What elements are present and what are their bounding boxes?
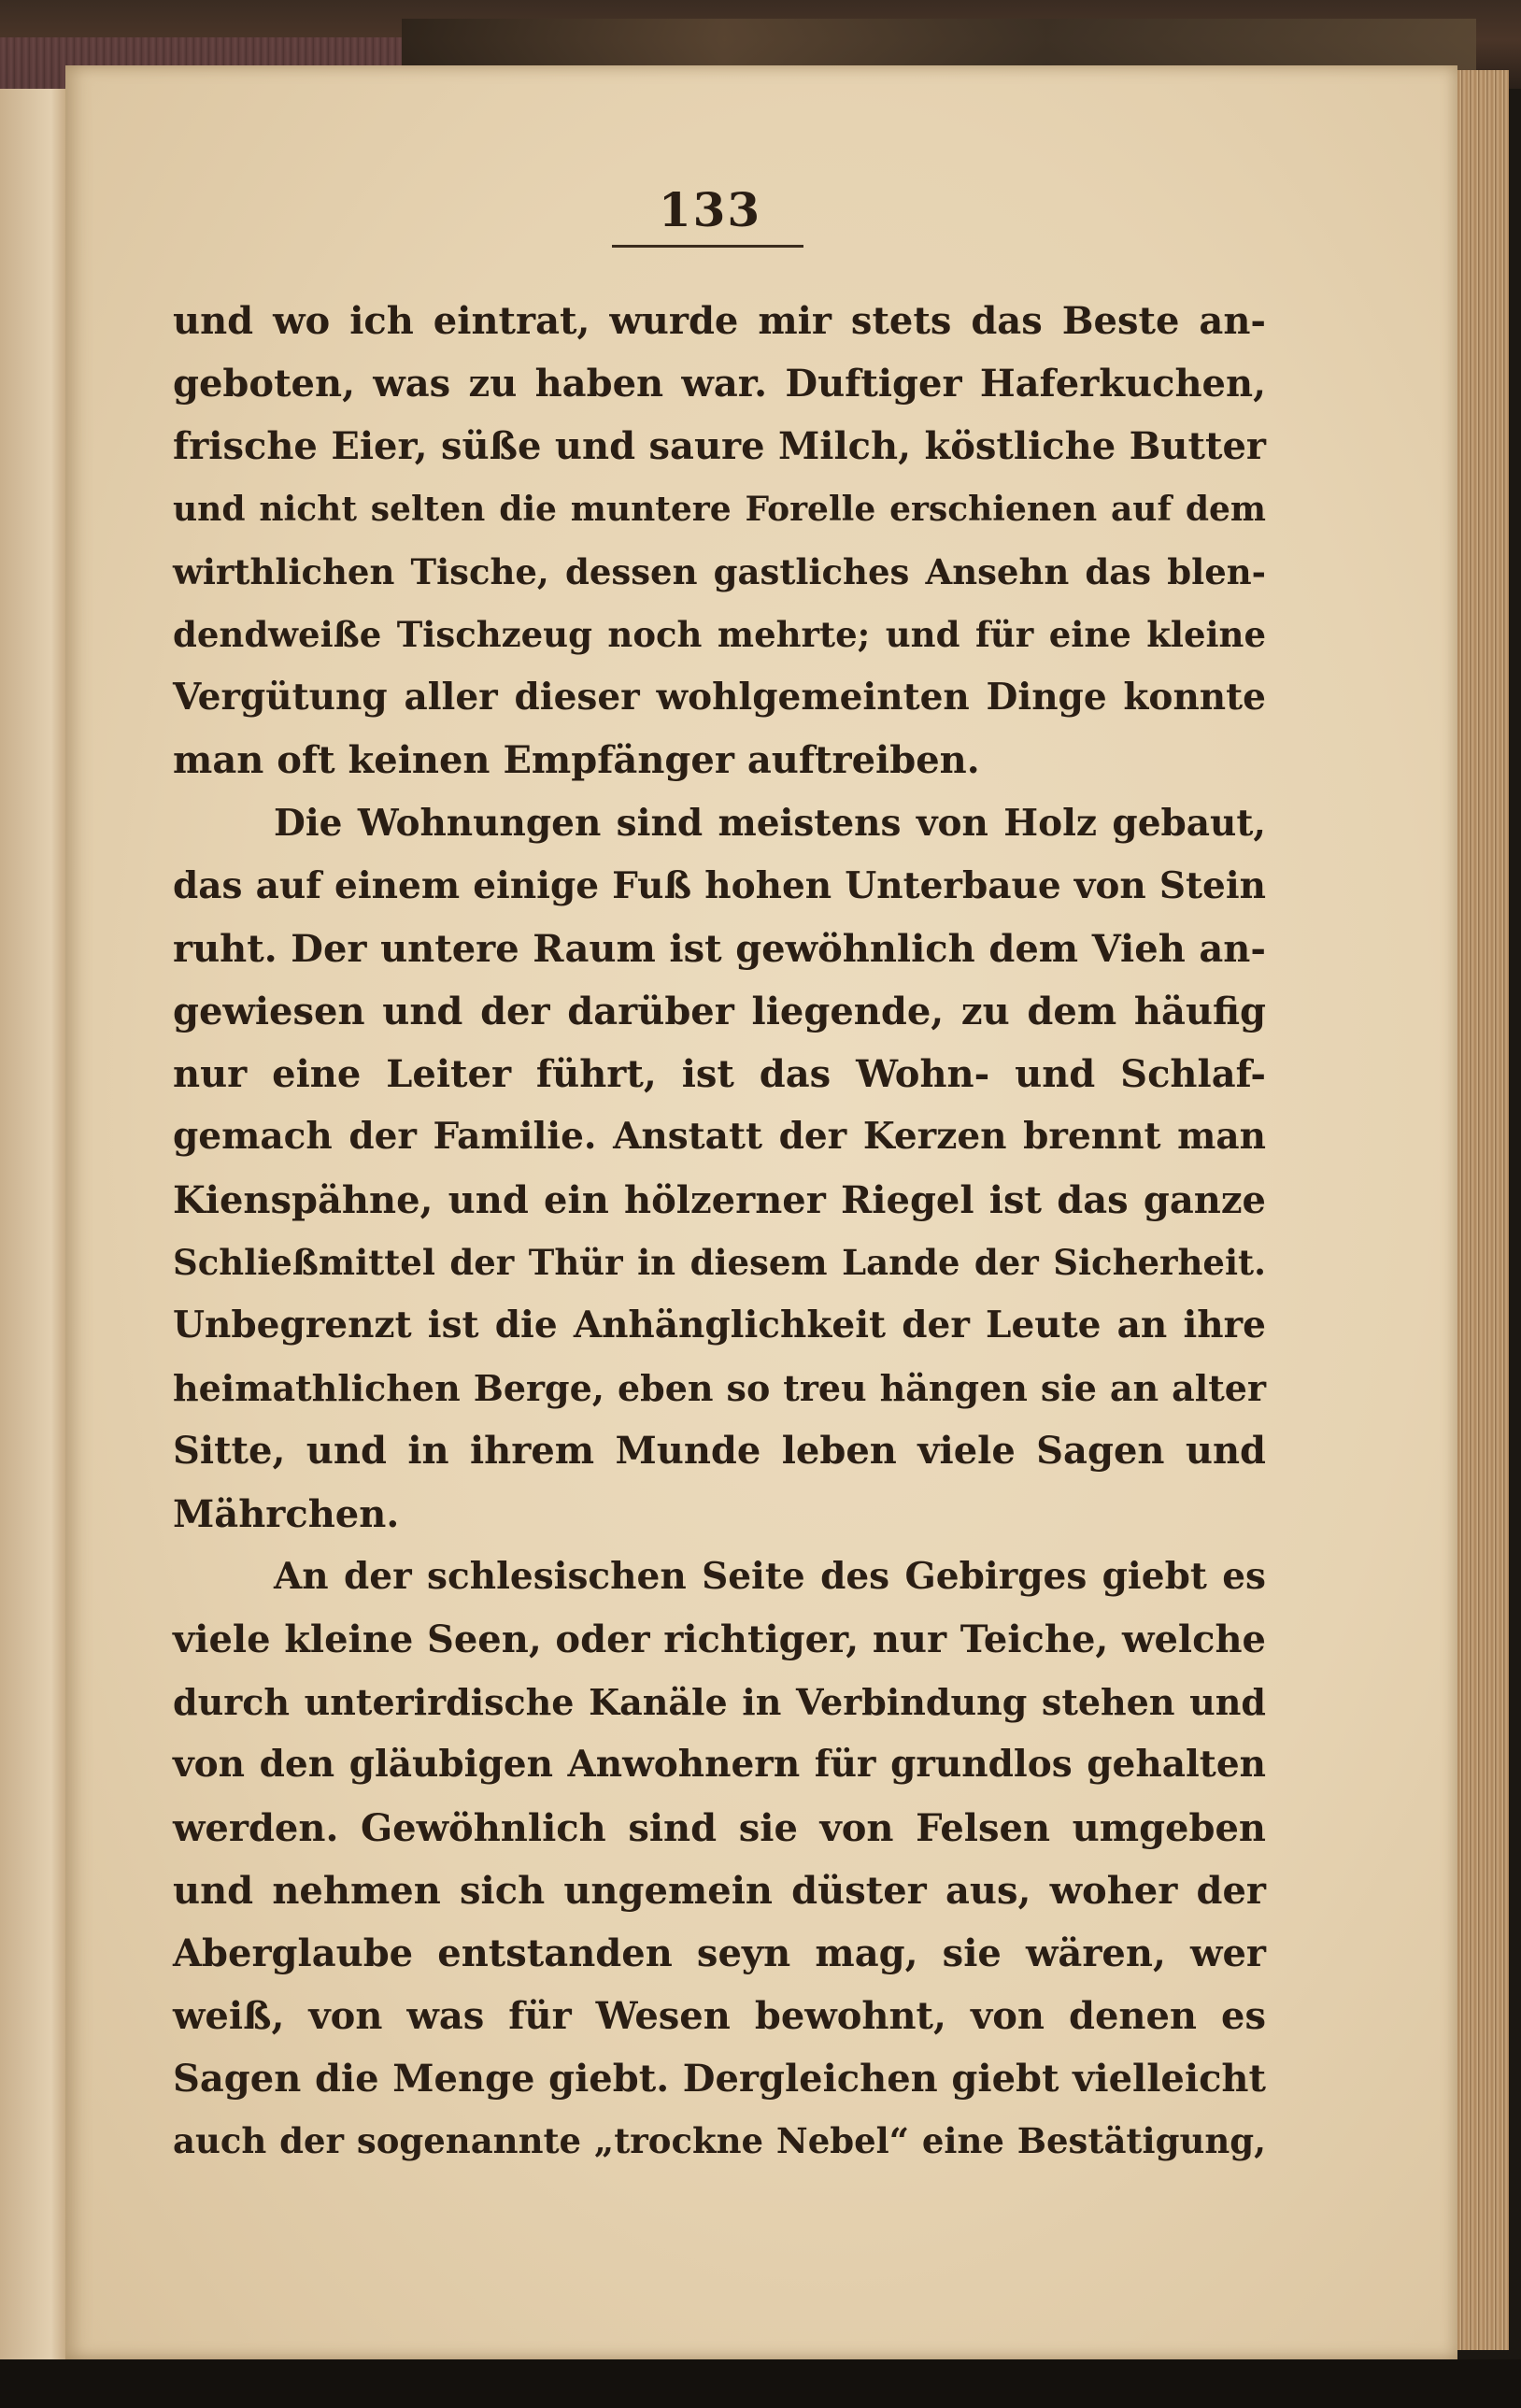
text-line: Kienspähne, und ein hölzerner Riegel ist das ganze xyxy=(173,1177,1266,1222)
text-line: von den gläubigen Anwohnern für grundlos gehalten xyxy=(173,1743,1266,1787)
header-rule xyxy=(612,245,803,248)
text-line: weiß, von was für Wesen bewohnt, von denen es xyxy=(173,1994,1266,2039)
text-line: Mährchen. xyxy=(173,1491,400,1536)
text-line: man oft keinen Empfänger auftreiben. xyxy=(173,738,980,783)
text-line: und nicht selten die muntere Forelle erschienen auf dem xyxy=(173,489,1266,529)
text-line: das auf einem einige Fuß hohen Unterbaue von Stein xyxy=(173,863,1266,907)
text-line: An der schlesischen Seite des Gebirges giebt es xyxy=(274,1554,1266,1598)
text-line: Aberglaube entstanden seyn mag, sie wären, wer xyxy=(173,1931,1266,1975)
text-line: wirthlichen Tische, dessen gastliches Ansehn das blen- xyxy=(173,550,1266,592)
text-line: gewiesen und der darüber liegende, zu dem häufig xyxy=(173,990,1266,1034)
text-line: dendweiße Tischzeug noch mehrte; und für eine kleine xyxy=(173,613,1266,655)
background-bottom xyxy=(0,2359,1521,2408)
text-line: werden. Gewöhnlich sind sie von Felsen umgeben xyxy=(173,1805,1266,1850)
text-line: Unbegrenzt ist die Anhänglichkeit der Leute an ihre xyxy=(173,1304,1266,1346)
text-line: Sitte, und in ihrem Munde leben viele Sagen und xyxy=(173,1429,1266,1474)
text-line: ruht. Der untere Raum ist gewöhnlich dem Vieh an- xyxy=(173,926,1266,971)
text-line: geboten, was zu haben war. Duftiger Haferkuchen, xyxy=(173,362,1266,406)
text-line: und nehmen sich ungemein düster aus, woher der xyxy=(173,1868,1266,1913)
page-number: 133 xyxy=(658,182,762,237)
text-line: viele kleine Seen, oder richtiger, nur Teiche, welche xyxy=(173,1617,1266,1661)
text-line: Schließmittel der Thür in diesem Lande der Sicherheit. xyxy=(173,1241,1266,1283)
text-line: auch der sogenannte „trockne Nebel“ eine Bestätigung, xyxy=(173,2120,1266,2162)
text-line: und wo ich eintrat, wurde mir stets das Beste an- xyxy=(173,299,1266,343)
text-line: durch unterirdische Kanäle in Verbindung stehen und xyxy=(173,1681,1266,1724)
text-line: heimathlichen Berge, eben so treu hängen sie an alter xyxy=(173,1367,1266,1410)
facing-page-edge xyxy=(0,89,73,2369)
text-line: Sagen die Menge giebt. Dergleichen giebt vielleicht xyxy=(173,2057,1266,2102)
text-line: Die Wohnungen sind meistens von Holz gebaut, xyxy=(274,801,1266,845)
page-stack-edges xyxy=(1453,70,1509,2350)
text-line: nur eine Leiter führt, ist das Wohn- und Schlaf- xyxy=(173,1052,1266,1097)
text-line: Vergütung aller dieser wohlgemeinten Dinge konnte xyxy=(173,676,1266,720)
text-line: gemach der Familie. Anstatt der Kerzen brennt man xyxy=(173,1115,1266,1159)
text-line: frische Eier, süße und saure Milch, köstliche Butter xyxy=(173,424,1266,469)
body-text xyxy=(173,290,1266,2173)
